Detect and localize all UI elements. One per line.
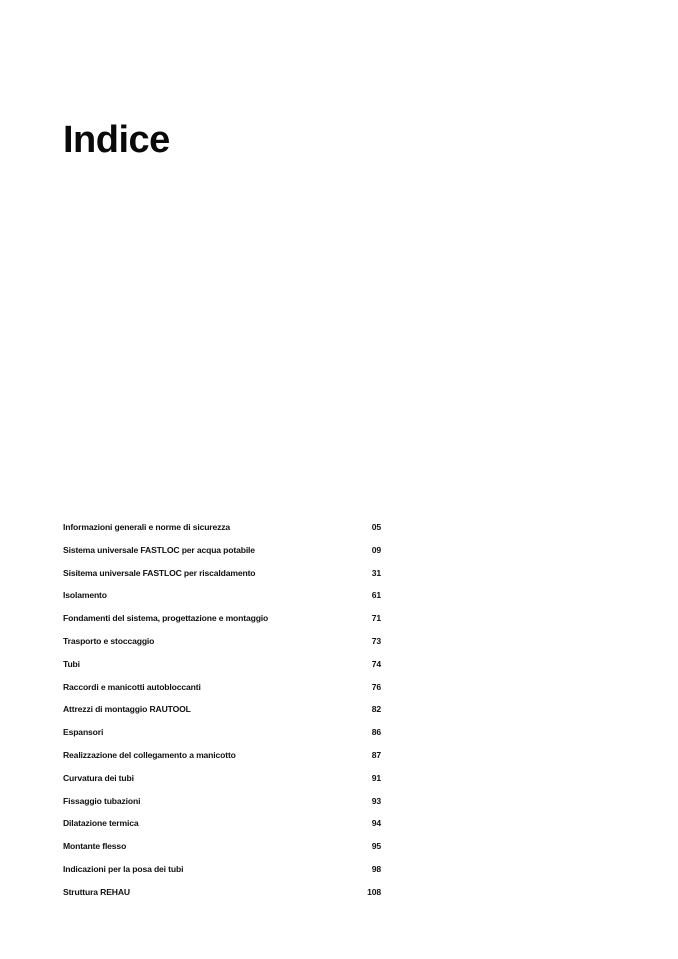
toc-entry-page: 76: [371, 681, 381, 692]
toc-entry-page: 74: [371, 658, 381, 669]
toc-entry[interactable]: [63, 541, 381, 564]
toc-entry-label: Sistema universale FASTLOC per acqua potabile: [63, 544, 255, 555]
toc-entry[interactable]: [63, 769, 381, 792]
toc-entry-label: Struttura REHAU: [63, 886, 130, 897]
toc-entry[interactable]: [63, 564, 381, 587]
toc-entry-page: 91: [371, 772, 381, 783]
toc-entry-label: Indicazioni per la posa dei tubi: [63, 863, 184, 874]
toc-entry-label: Fissaggio tubazioni: [63, 795, 141, 806]
toc-entry[interactable]: [63, 837, 381, 860]
toc-entry[interactable]: [63, 860, 381, 883]
table-of-contents: [63, 518, 381, 906]
toc-entry[interactable]: [63, 655, 381, 678]
toc-entry-label: Fondamenti del sistema, progettazione e montaggio: [63, 613, 269, 624]
toc-entry-label: Raccordi e manicotti autobloccanti: [63, 681, 201, 692]
toc-entry[interactable]: [63, 792, 381, 815]
toc-entry[interactable]: [63, 814, 381, 837]
toc-entry-label: Espansori: [63, 727, 104, 738]
toc-entry-label: Curvatura dei tubi: [63, 772, 134, 783]
toc-entry-page: 61: [371, 590, 381, 601]
toc-entry-page: 87: [371, 749, 381, 760]
toc-entry-page: 108: [367, 886, 381, 897]
toc-entry[interactable]: [63, 883, 381, 906]
toc-entry-page: 93: [371, 795, 381, 806]
page-title: Indice: [63, 119, 170, 161]
toc-entry-label: Isolamento: [63, 590, 107, 601]
toc-entry-label: Realizzazione del collegamento a manicotto: [63, 749, 236, 760]
toc-entry[interactable]: [63, 609, 381, 632]
toc-entry[interactable]: [63, 518, 381, 541]
toc-entry-page: 09: [371, 544, 381, 555]
toc-entry-label: Attrezzi di montaggio RAUTOOL: [63, 704, 191, 715]
toc-entry-label: Dilatazione termica: [63, 818, 139, 829]
toc-entry-label: Montante flesso: [63, 841, 127, 852]
toc-entry-label: Tubi: [63, 658, 80, 669]
toc-entry[interactable]: [63, 723, 381, 746]
toc-entry[interactable]: [63, 632, 381, 655]
toc-entry-page: 05: [371, 522, 381, 532]
toc-entry-page: 86: [371, 727, 381, 738]
toc-entry-page: 71: [371, 613, 381, 624]
toc-entry[interactable]: [63, 746, 381, 769]
toc-entry-page: 31: [371, 567, 381, 578]
toc-entry-page: 73: [371, 635, 381, 646]
toc-entry-page: 82: [371, 704, 381, 715]
toc-entry[interactable]: [63, 678, 381, 701]
toc-entry-page: 94: [371, 818, 381, 829]
toc-entry-page: 98: [371, 863, 381, 874]
toc-entry-label: Sisitema universale FASTLOC per riscaldamento: [63, 567, 256, 578]
toc-entry[interactable]: [63, 586, 381, 609]
toc-entry-label: Trasporto e stoccaggio: [63, 635, 155, 646]
toc-entry-label: Informazioni generali e norme di sicurezza: [63, 522, 231, 532]
toc-entry-page: 95: [371, 841, 381, 852]
toc-entry[interactable]: [63, 700, 381, 723]
